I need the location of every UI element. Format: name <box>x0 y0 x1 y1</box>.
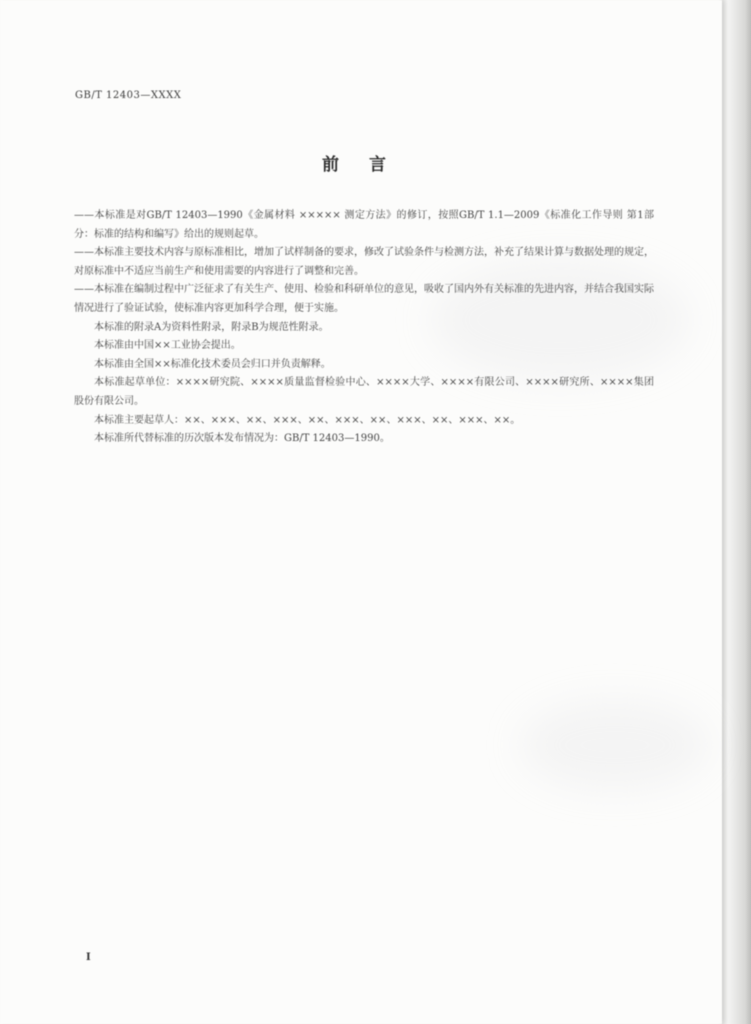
paragraph: 本标准由中国××工业协会提出。 <box>94 340 241 352</box>
paragraph: 本标准由全国××标准化技术委员会归口并负责解释。 <box>94 358 331 370</box>
paragraph: 本标准主要起草人：××、×××、××、×××、××、×××、××、×××、××、×××、××。 <box>94 414 521 426</box>
paragraph: ——本标准是对GB/T 12403—1990《金属材料 ××××× 测定方法》的修订，按照GB/T 1.1—2009《标准化工作导则 第1部分：标准的结构和编写》给出的规则起草。 <box>74 210 654 240</box>
bleed-through-smudge <box>520 700 710 790</box>
page-number: I <box>86 952 91 963</box>
paragraph: 本标准所代替标准的历次版本发布情况为：GB/T 12403—1990。 <box>94 433 390 445</box>
paragraph: 本标准起草单位：××××研究院、××××质量监督检验中心、××××大学、××××有限公司、××××研究所、××××集团股份有限公司。 <box>74 377 654 407</box>
page-title: 前言 <box>322 155 416 175</box>
standard-code-header: GB/T 12403—XXXX <box>75 90 182 101</box>
paragraph: ——本标准在编制过程中广泛征求了有关生产、使用、检验和科研单位的意见，吸收了国内外有关标准的先进内容，并结合我国实际情况进行了验证试验，使标准内容更加科学合理，便于实施。 <box>74 284 654 314</box>
paragraph: 本标准的附录A为资料性附录，附录B为规范性附录。 <box>94 321 329 333</box>
paragraph: ——本标准主要技术内容与原标准相比，增加了试样制备的要求，修改了试验条件与检测方法，补充了结果计算与数据处理的规定，对原标准中不适应当前生产和使用需要的内容进行了调整和完善。 <box>74 247 654 277</box>
foreword-body <box>74 207 654 449</box>
